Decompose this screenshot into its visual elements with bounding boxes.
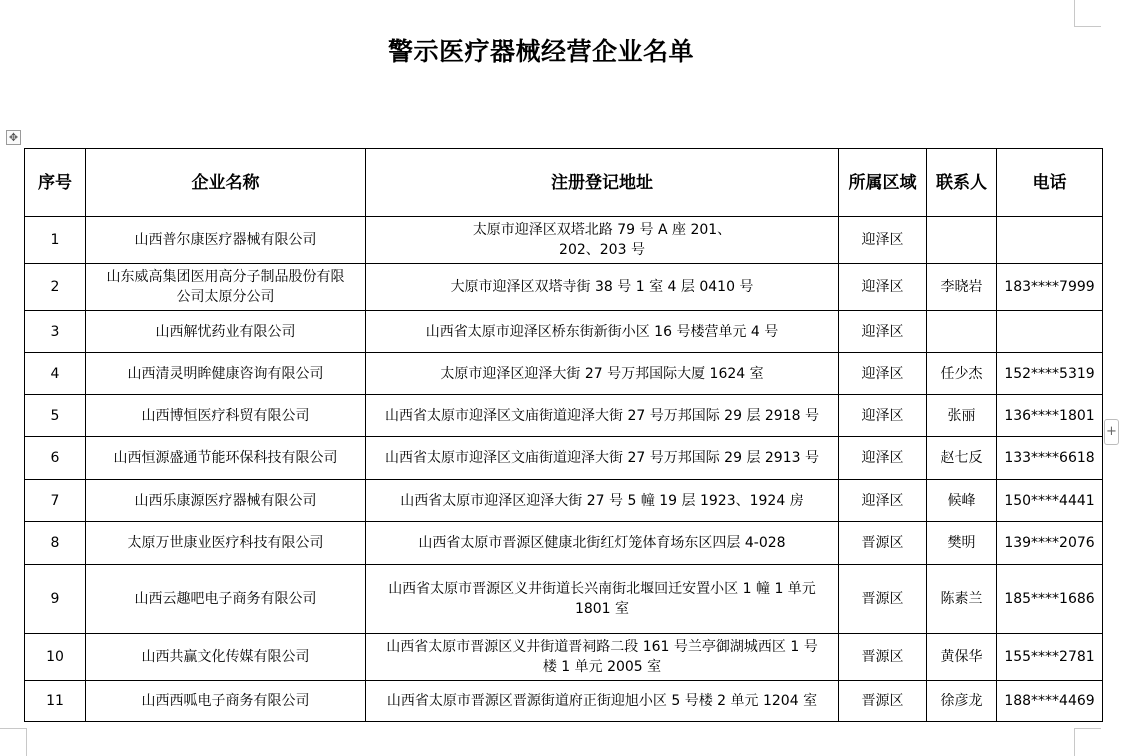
cell-phone [997, 311, 1103, 353]
table-row [25, 437, 1103, 480]
cell-district: 迎泽区 [839, 480, 927, 522]
header-name: 企业名称 [86, 149, 366, 217]
table-row [25, 565, 1103, 634]
cell-address: 山西省太原市迎泽区桥东街新街小区 16 号楼营单元 4 号 [366, 311, 839, 353]
cell-seq: 9 [25, 565, 86, 634]
header-phone: 电话 [997, 149, 1103, 217]
cell-phone: 185****1686 [997, 565, 1103, 634]
cell-name-line: 公司太原分公司 [176, 289, 275, 305]
header-seq: 序号 [25, 149, 86, 217]
cell-address-line: 山西省太原市晋源区义井街道晋祠路二段 161 号兰亭御湖城西区 1 号 [386, 639, 818, 655]
cell-name: 山西清灵明眸健康咨询有限公司 [86, 353, 366, 395]
crop-mark-bottom-right [1074, 728, 1101, 756]
cell-phone: 136****1801 [997, 395, 1103, 437]
cell-address: 山西省太原市晋源区晋源街道府正街迎旭小区 5 号楼 2 单元 1204 室 [366, 681, 839, 722]
cell-phone: 150****4441 [997, 480, 1103, 522]
cell-seq: 1 [25, 217, 86, 264]
plus-icon: + [1106, 424, 1117, 439]
page-title: 警示医疗器械经营企业名单 [387, 37, 694, 66]
cell-seq: 6 [25, 437, 86, 480]
cell-address [366, 217, 839, 264]
table-row [25, 395, 1103, 437]
cell-address-line: 楼 1 单元 2005 室 [542, 659, 662, 675]
cell-name [86, 264, 366, 311]
cell-name: 山西解忧药业有限公司 [86, 311, 366, 353]
cell-contact [927, 311, 997, 353]
cell-contact: 陈素兰 [927, 565, 997, 634]
cell-address: 山西省太原市迎泽区文庙街道迎泽大街 27 号万邦国际 29 层 2913 号 [366, 437, 839, 480]
cell-contact: 徐彦龙 [927, 681, 997, 722]
cell-phone: 152****5319 [997, 353, 1103, 395]
cell-district: 晋源区 [839, 634, 927, 681]
cell-address: 太原市迎泽区迎泽大街 27 号万邦国际大厦 1624 室 [366, 353, 839, 395]
cell-district: 迎泽区 [839, 217, 927, 264]
table-row [25, 522, 1103, 565]
crop-mark-bottom-left [0, 728, 27, 756]
header-district: 所属区域 [839, 149, 927, 217]
cell-name: 山西乐康源医疗器械有限公司 [86, 480, 366, 522]
table-row [25, 217, 1103, 264]
cell-phone: 155****2781 [997, 634, 1103, 681]
header-address: 注册登记地址 [366, 149, 839, 217]
cell-address-line: 山西省太原市晋源区义井街道长兴南街北堰回迁安置小区 1 幢 1 单元 [388, 581, 816, 597]
cell-district: 迎泽区 [839, 395, 927, 437]
crop-mark-top-right [1074, 0, 1101, 27]
move-icon: ✥ [8, 131, 19, 144]
cell-phone: 183****7999 [997, 264, 1103, 311]
cell-address [366, 634, 839, 681]
cell-contact: 樊明 [927, 522, 997, 565]
cell-contact: 黄保华 [927, 634, 997, 681]
cell-address: 大原市迎泽区双塔寺街 38 号 1 室 4 层 0410 号 [366, 264, 839, 311]
cell-contact: 赵七反 [927, 437, 997, 480]
table-row [25, 311, 1103, 353]
cell-district: 迎泽区 [839, 353, 927, 395]
cell-seq: 3 [25, 311, 86, 353]
cell-seq: 4 [25, 353, 86, 395]
cell-phone: 133****6618 [997, 437, 1103, 480]
table-move-handle[interactable] [6, 130, 21, 145]
cell-seq: 11 [25, 681, 86, 722]
cell-phone: 188****4469 [997, 681, 1103, 722]
cell-name: 山西云趣吧电子商务有限公司 [86, 565, 366, 634]
cell-phone: 139****2076 [997, 522, 1103, 565]
cell-district: 迎泽区 [839, 311, 927, 353]
cell-district: 迎泽区 [839, 264, 927, 311]
cell-seq: 2 [25, 264, 86, 311]
cell-seq: 5 [25, 395, 86, 437]
cell-phone [997, 217, 1103, 264]
cell-contact: 张丽 [927, 395, 997, 437]
cell-seq: 8 [25, 522, 86, 565]
cell-name: 山西博恒医疗科贸有限公司 [86, 395, 366, 437]
cell-name-line: 山东威高集团医用高分子制品股份有限 [106, 269, 345, 285]
cell-seq: 10 [25, 634, 86, 681]
cell-seq: 7 [25, 480, 86, 522]
table-row [25, 480, 1103, 522]
cell-contact [927, 217, 997, 264]
cell-contact: 候峰 [927, 480, 997, 522]
cell-address-line: 太原市迎泽区双塔北路 79 号 A 座 201、 [472, 222, 732, 238]
cell-district: 晋源区 [839, 522, 927, 565]
cell-address: 山西省太原市迎泽区迎泽大街 27 号 5 幢 19 层 1923、1924 房 [366, 480, 839, 522]
cell-address [366, 565, 839, 634]
cell-district: 迎泽区 [839, 437, 927, 480]
cell-name: 山西共赢文化传媒有限公司 [86, 634, 366, 681]
cell-contact: 任少杰 [927, 353, 997, 395]
add-row-button[interactable] [1104, 419, 1119, 445]
cell-address-line: 1801 室 [574, 601, 630, 617]
table-header-row [25, 149, 1103, 217]
cell-contact: 李晓岩 [927, 264, 997, 311]
table-row [25, 681, 1103, 722]
cell-district: 晋源区 [839, 565, 927, 634]
company-table [24, 148, 1103, 722]
cell-address: 山西省太原市迎泽区文庙街道迎泽大街 27 号万邦国际 29 层 2918 号 [366, 395, 839, 437]
table-row [25, 353, 1103, 395]
table-row [25, 264, 1103, 311]
table-row [25, 634, 1103, 681]
cell-district: 晋源区 [839, 681, 927, 722]
cell-name: 山西普尔康医疗器械有限公司 [86, 217, 366, 264]
cell-address: 山西省太原市晋源区健康北街红灯笼体育场东区四层 4-028 [366, 522, 839, 565]
header-contact: 联系人 [927, 149, 997, 217]
cell-name: 山西西呱电子商务有限公司 [86, 681, 366, 722]
cell-name: 太原万世康业医疗科技有限公司 [86, 522, 366, 565]
cell-address-line: 202、203 号 [559, 242, 645, 258]
cell-name: 山西恒源盛通节能环保科技有限公司 [86, 437, 366, 480]
